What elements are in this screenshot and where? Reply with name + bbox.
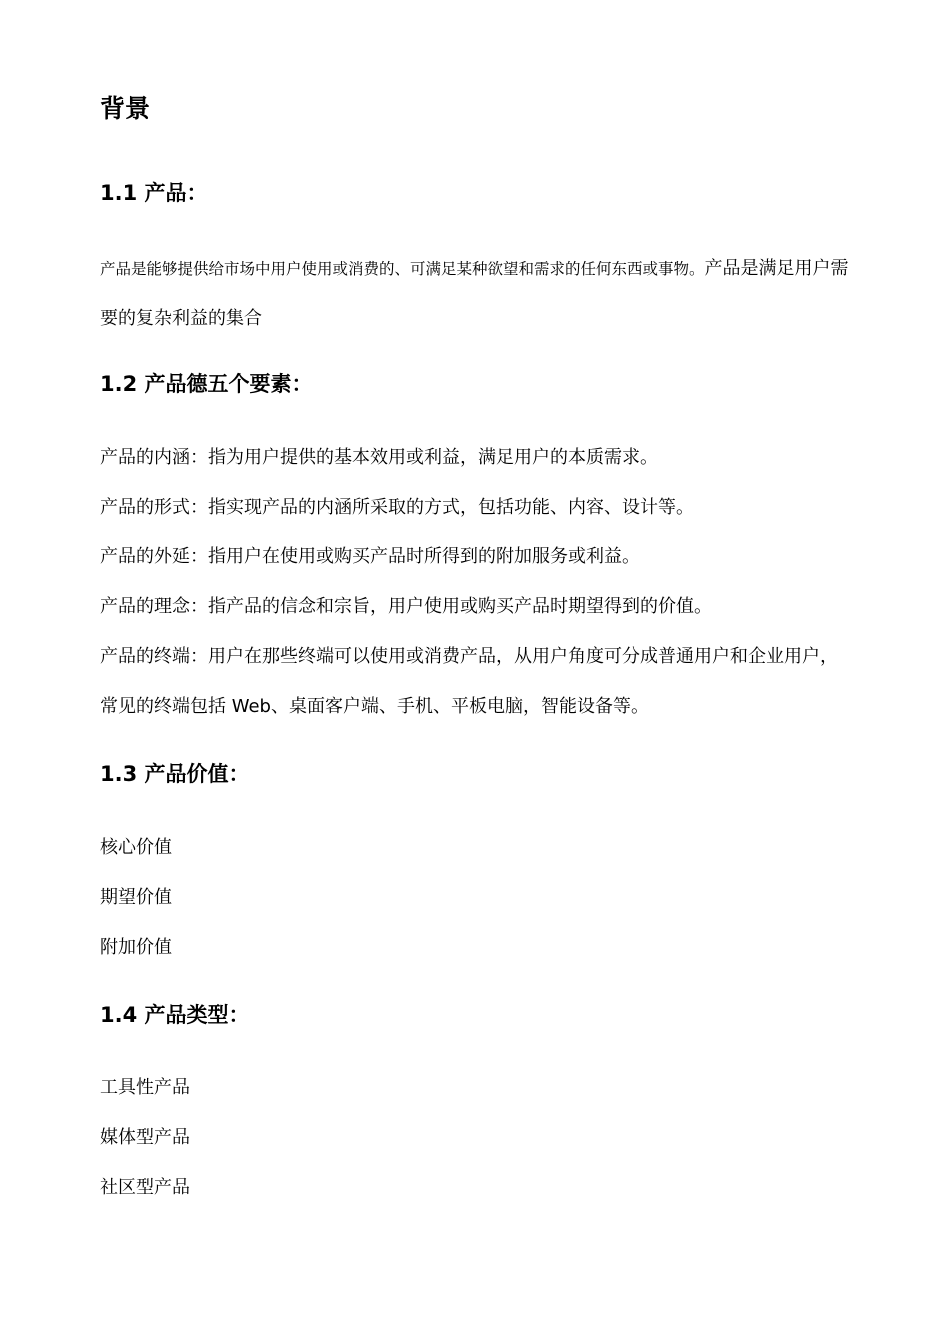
list-item: 产品的终端：用户在那些终端可以使用或消费产品，从用户角度可分成普通用户和企业用户，常见的终端包括 Web、桌面客户端、手机、平板电脑，智能设备等。 xyxy=(100,646,838,717)
section-heading-1-2: 1.2 产品德五个要素： xyxy=(100,372,313,396)
section-1-1-paragraph xyxy=(100,244,854,344)
section-heading-1-3: 1.3 产品价值： xyxy=(100,762,250,786)
list-item: 核心价值 xyxy=(100,837,172,858)
section-heading-1-1: 1.1 产品： xyxy=(100,181,208,205)
list-item: 媒体型产品 xyxy=(100,1127,190,1148)
page-title: 背景 xyxy=(100,94,151,123)
paragraph-text-small: 产品是能够提供给市场中用户使用或消费的、可满足某种欲望和需求的任何东西或事物。 xyxy=(100,260,705,278)
section-heading-1-4: 1.4 产品类型： xyxy=(100,1003,250,1027)
list-item: 期望价值 xyxy=(100,887,172,908)
list-item: 工具性产品 xyxy=(100,1077,190,1098)
list-item: 社区型产品 xyxy=(100,1177,190,1198)
list-item: 产品的内涵：指为用户提供的基本效用或利益，满足用户的本质需求。 xyxy=(100,447,658,468)
paragraph-text: 产品是满足用户需要的复杂利益的集合 xyxy=(100,258,849,329)
list-item: 产品的外延：指用户在使用或购买产品时所得到的附加服务或利益。 xyxy=(100,546,640,567)
list-item: 产品的形式：指实现产品的内涵所采取的方式，包括功能、内容、设计等。 xyxy=(100,497,694,518)
list-item: 产品的理念：指产品的信念和宗旨，用户使用或购买产品时期望得到的价值。 xyxy=(100,596,712,617)
list-item: 附加价值 xyxy=(100,937,172,958)
